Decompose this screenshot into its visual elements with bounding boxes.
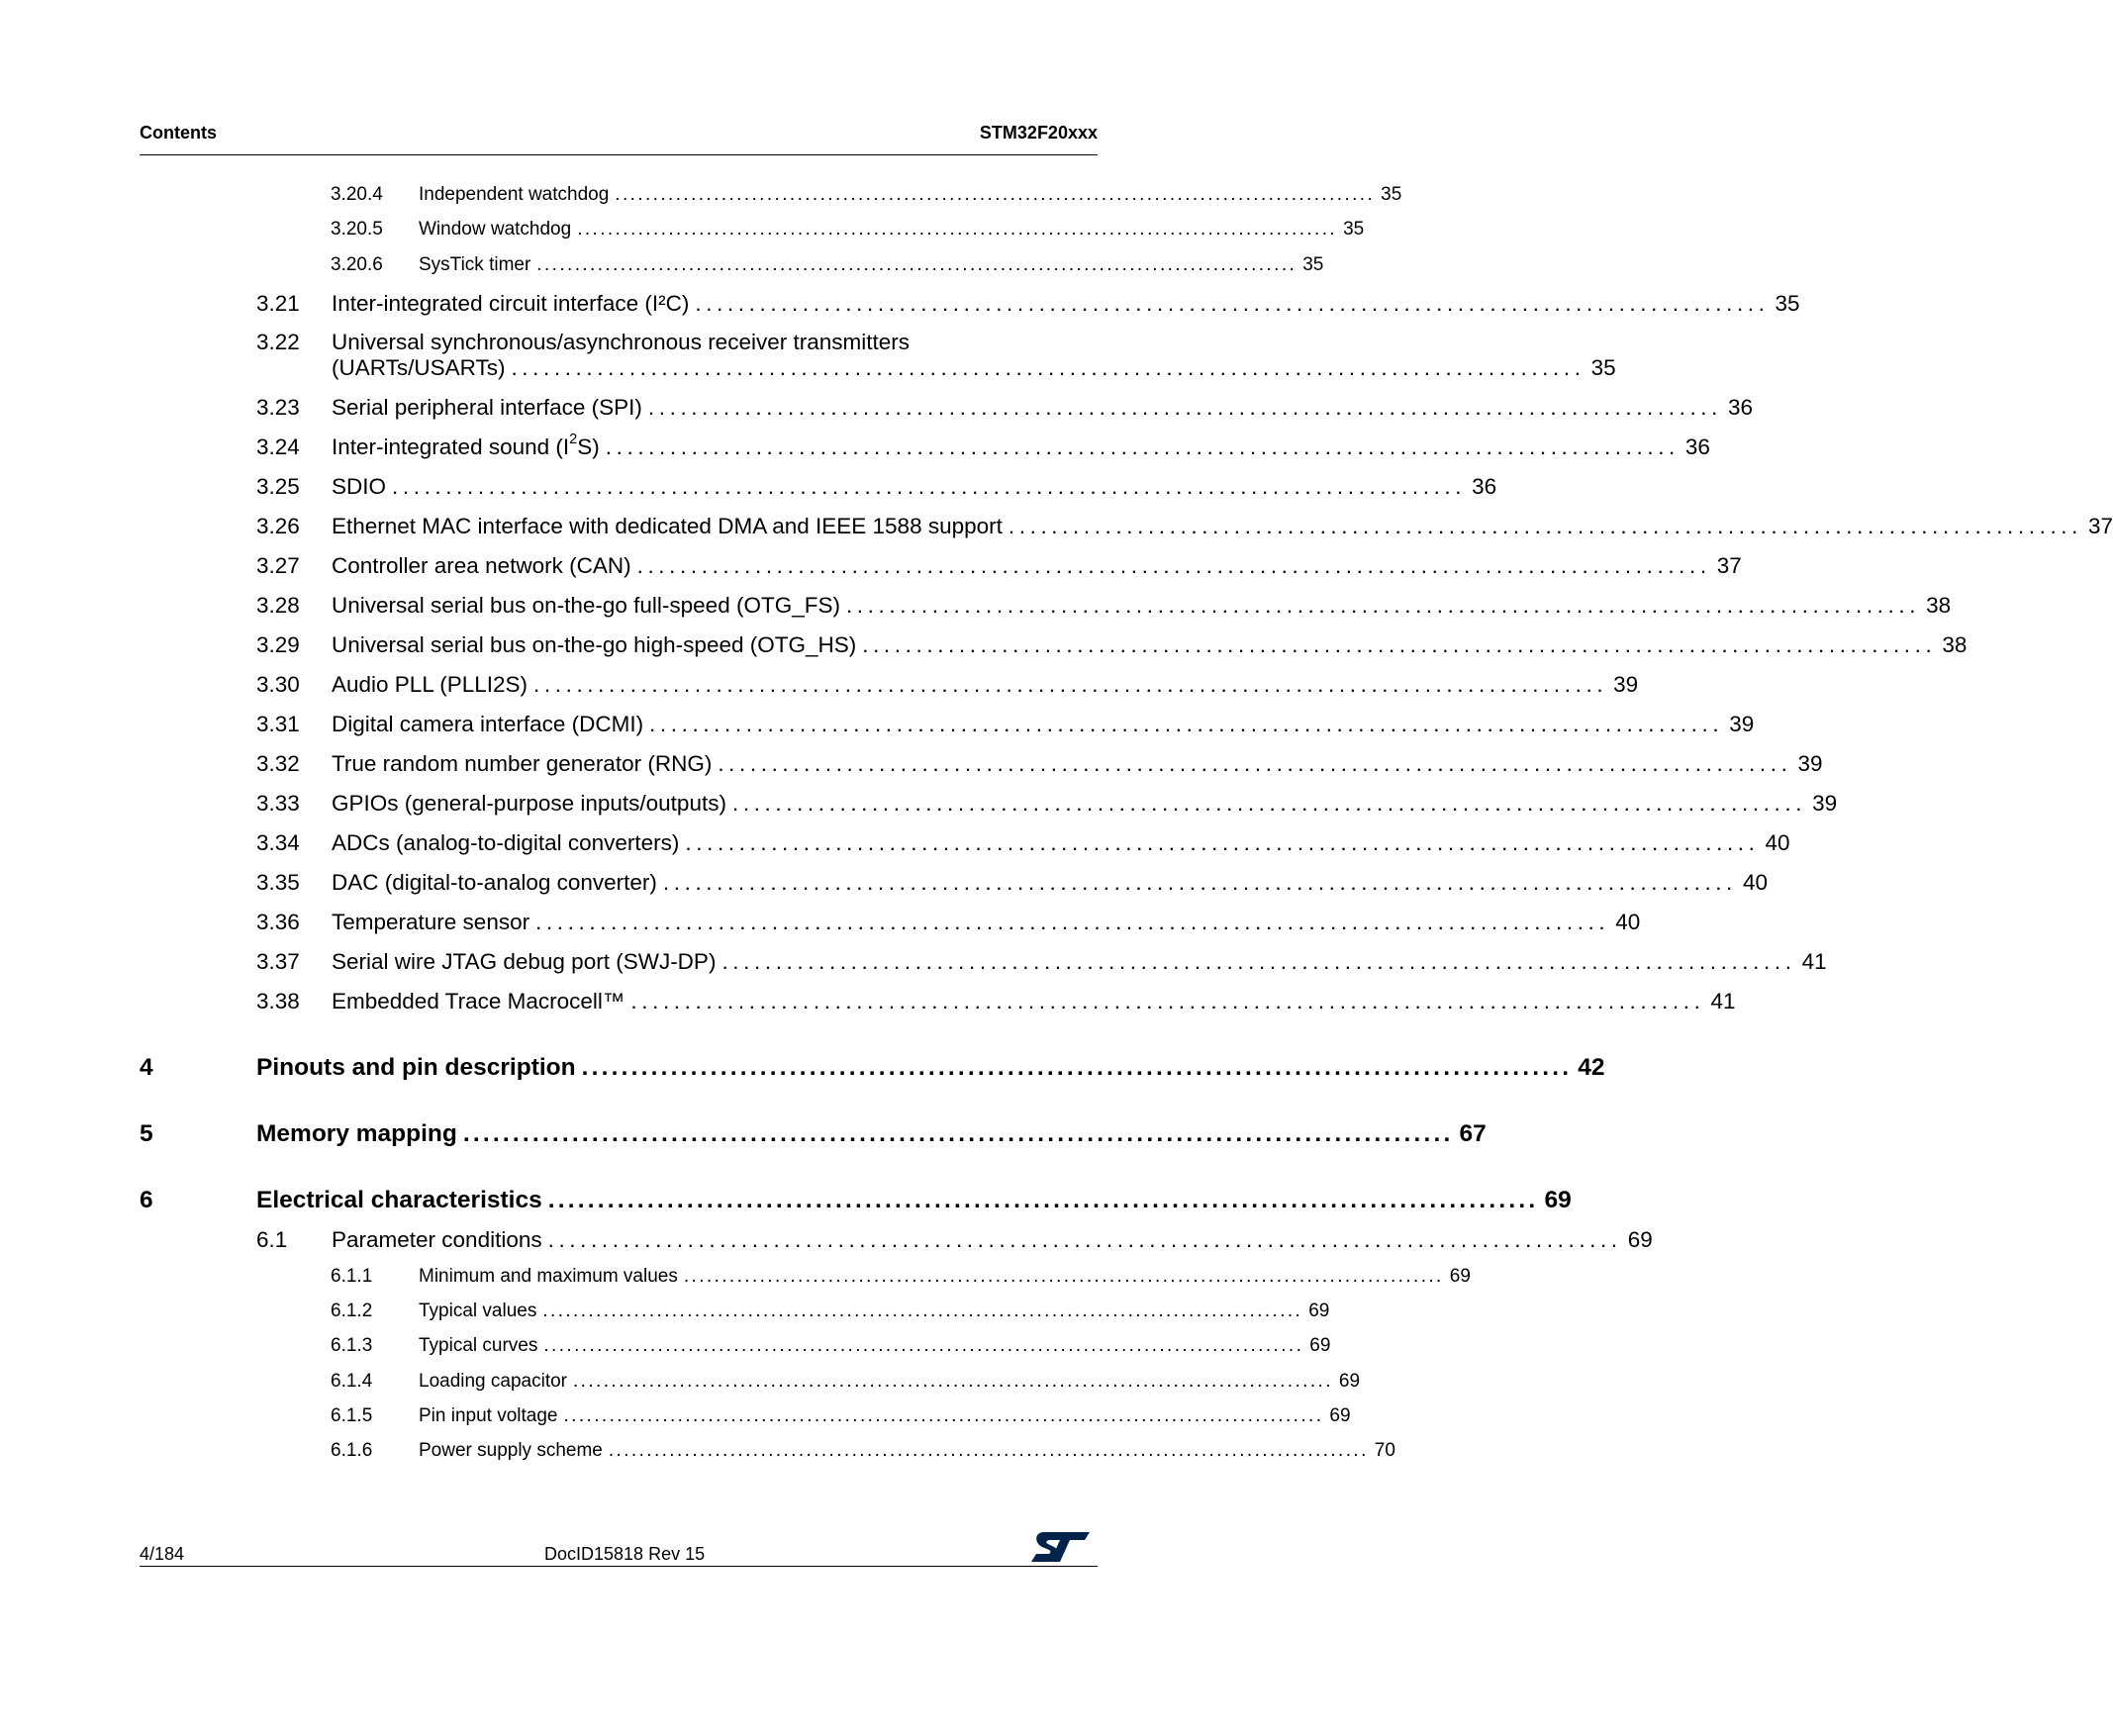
toc-entry-page: 35 bbox=[1775, 291, 1800, 316]
toc-entry-page: 38 bbox=[1942, 632, 1968, 657]
toc-entry-title: Serial wire JTAG debug port (SWJ-DP) bbox=[332, 949, 717, 974]
toc-chapter-title: Memory mapping bbox=[256, 1120, 457, 1147]
toc-entry-title bbox=[332, 434, 600, 460]
dot-leader: .................................................................................................... bbox=[563, 1405, 1324, 1426]
toc-chapter-page: 69 bbox=[1544, 1187, 1572, 1213]
dot-leader: .................................................................................................... bbox=[547, 1187, 1539, 1213]
toc-entry-number: 6.1.5 bbox=[331, 1405, 373, 1426]
toc-entry-number: 3.35 bbox=[256, 870, 300, 895]
toc-entry-title: DAC (digital-to-analog converter) bbox=[332, 870, 657, 895]
toc-entry-page: 69 bbox=[1309, 1335, 1331, 1356]
dot-leader: .................................................................................................... bbox=[662, 870, 1738, 895]
dot-leader: .................................................................................................... bbox=[542, 1301, 1303, 1321]
toc-entry-title: SDIO bbox=[332, 474, 387, 499]
toc-entry-title: Ethernet MAC interface with dedicated DMA and IEEE 1588 support bbox=[332, 514, 1003, 538]
toc-entry[interactable] bbox=[256, 432, 1710, 460]
toc-entry-title: Inter-integrated circuit interface (I²C) bbox=[332, 291, 690, 316]
toc-entry-title: Minimum and maximum values bbox=[419, 1266, 678, 1287]
toc-entry-page: 69 bbox=[1308, 1301, 1330, 1321]
toc-entry[interactable] bbox=[331, 1405, 1351, 1427]
toc-entry-number: 3.25 bbox=[256, 474, 300, 499]
toc-entry[interactable] bbox=[331, 219, 1365, 241]
toc-chapter-page: 67 bbox=[1459, 1120, 1487, 1147]
toc-entry-page: 38 bbox=[1926, 593, 1952, 618]
toc-entry-number: 3.33 bbox=[256, 791, 300, 816]
toc-entry-page: 36 bbox=[1684, 434, 1710, 459]
toc-entry-number: 3.21 bbox=[256, 291, 300, 316]
toc-entry-page: 36 bbox=[1728, 395, 1754, 420]
toc-entry-page: 40 bbox=[1765, 830, 1790, 855]
toc-entry-number: 3.32 bbox=[256, 751, 300, 776]
toc-entry-number: 6.1.1 bbox=[331, 1266, 373, 1287]
toc-entry-number: 6.1.2 bbox=[331, 1301, 373, 1321]
dot-leader: .................................................................................................... bbox=[630, 989, 1705, 1013]
dot-leader: .................................................................................................... bbox=[731, 791, 1807, 816]
toc-chapter-title: Pinouts and pin description bbox=[256, 1054, 576, 1081]
toc-entry-title: Independent watchdog bbox=[419, 184, 610, 205]
toc-entry-title-continued: (UARTs/USARTs) bbox=[332, 355, 506, 380]
toc-entry-number: 3.24 bbox=[256, 434, 300, 459]
toc-entry[interactable] bbox=[256, 632, 1968, 658]
toc-entry-title: ADCs (analog-to-digital converters) bbox=[332, 830, 680, 855]
toc-entry-number: 3.20.5 bbox=[331, 219, 383, 240]
toc-entry-page: 69 bbox=[1338, 1371, 1361, 1392]
toc-entry-page: 39 bbox=[1729, 712, 1755, 736]
toc-entry-page: 35 bbox=[1302, 254, 1324, 275]
footer-doc-id: DocID15818 Rev 15 bbox=[544, 1544, 706, 1564]
footer-page-number: 4/184 bbox=[140, 1544, 185, 1564]
toc-entry-title: GPIOs (general-purpose inputs/outputs) bbox=[332, 791, 726, 816]
dot-leader: .................................................................................................... bbox=[547, 1227, 1622, 1252]
toc-entry-page: 69 bbox=[1329, 1405, 1351, 1426]
dot-leader: .................................................................................................... bbox=[845, 593, 1921, 618]
toc-entry[interactable] bbox=[256, 751, 1823, 777]
dot-leader: .................................................................................................... bbox=[695, 291, 1770, 316]
toc-entry[interactable] bbox=[256, 514, 2113, 539]
toc-entry[interactable] bbox=[256, 553, 1742, 579]
toc-entry-title: Temperature sensor bbox=[332, 910, 530, 934]
toc-entry-page: 35 bbox=[1590, 355, 1616, 380]
toc-chapter[interactable] bbox=[140, 1054, 1605, 1082]
header-section-title: Contents bbox=[140, 123, 217, 143]
toc-entry-title: Serial peripheral interface (SPI) bbox=[332, 395, 642, 420]
dot-leader: .................................................................................................... bbox=[535, 910, 1610, 934]
toc-chapter-number: 5 bbox=[140, 1120, 153, 1147]
toc-chapter[interactable] bbox=[140, 1120, 1487, 1148]
dot-leader: .................................................................................................... bbox=[647, 395, 1723, 420]
dot-leader: .................................................................................................... bbox=[511, 355, 1585, 380]
toc-entry-number: 3.26 bbox=[256, 514, 300, 538]
toc-entry-number: 3.22 bbox=[256, 330, 300, 354]
toc-entry[interactable] bbox=[256, 1227, 1653, 1253]
toc-entry-page: 35 bbox=[1381, 184, 1402, 205]
toc-entry-number: 3.30 bbox=[256, 672, 300, 697]
toc-entry-number: 3.27 bbox=[256, 553, 300, 578]
toc-entry-page: 39 bbox=[1797, 751, 1823, 776]
toc-entry-title: Pin input voltage bbox=[419, 1405, 558, 1426]
toc-entry-page: 35 bbox=[1343, 219, 1365, 240]
toc-entry-page: 36 bbox=[1472, 474, 1497, 499]
toc-entry-number: 6.1 bbox=[256, 1227, 288, 1252]
toc-chapter-number: 6 bbox=[140, 1187, 153, 1213]
toc-entry[interactable] bbox=[256, 291, 1800, 317]
toc-entry-page: 41 bbox=[1710, 989, 1736, 1013]
toc-entry-number: 3.37 bbox=[256, 949, 300, 974]
dot-leader: .................................................................................................... bbox=[573, 1371, 1333, 1392]
page-header bbox=[140, 119, 1098, 155]
toc-entry[interactable] bbox=[256, 910, 1641, 935]
toc-entry[interactable] bbox=[256, 395, 1754, 421]
toc-entry-title: Universal serial bus on-the-go full-speed (OTG_FS) bbox=[332, 593, 840, 618]
toc-entry-page: 70 bbox=[1374, 1440, 1395, 1461]
toc-entry-number: 3.20.6 bbox=[331, 254, 383, 275]
toc-entry-number: 6.1.3 bbox=[331, 1335, 373, 1356]
dot-leader: .................................................................................................... bbox=[392, 474, 1467, 499]
toc-entry-title: Parameter conditions bbox=[332, 1227, 542, 1252]
toc-entry-title: Loading capacitor bbox=[419, 1371, 567, 1392]
toc-entry-number: 3.36 bbox=[256, 910, 300, 934]
toc-entry-title: Universal synchronous/asynchronous receiver transmitters bbox=[332, 330, 910, 354]
toc-entry[interactable] bbox=[331, 1440, 1395, 1462]
toc-entry-number: 3.23 bbox=[256, 395, 300, 420]
dot-leader: .................................................................................................... bbox=[718, 751, 1792, 776]
toc-entry[interactable] bbox=[256, 672, 1639, 698]
toc-entry-number: 6.1.4 bbox=[331, 1371, 373, 1392]
superscript: 2 bbox=[569, 432, 578, 448]
toc-entry[interactable] bbox=[256, 949, 1827, 975]
dot-leader: .................................................................................................... bbox=[536, 254, 1297, 275]
dot-leader: .................................................................................................... bbox=[543, 1335, 1304, 1356]
toc-entry-page: 37 bbox=[2088, 514, 2113, 538]
toc-entry-page: 39 bbox=[1613, 672, 1639, 697]
toc-entry-title: Window watchdog bbox=[419, 219, 572, 240]
header-product-name: STM32F20xxx bbox=[979, 123, 1098, 143]
toc-chapter-page: 42 bbox=[1578, 1054, 1605, 1081]
toc-entry[interactable] bbox=[331, 184, 1402, 206]
toc-entry-page: 37 bbox=[1716, 553, 1742, 578]
toc-entry-number: 3.20.4 bbox=[331, 184, 383, 205]
toc-entry-number: 3.38 bbox=[256, 989, 300, 1013]
toc-entry-title: Controller area network (CAN) bbox=[332, 553, 631, 578]
dot-leader: .................................................................................................... bbox=[577, 219, 1338, 240]
toc-entry-title: Typical curves bbox=[419, 1335, 538, 1356]
toc-chapter-number: 4 bbox=[140, 1054, 153, 1081]
toc-entry[interactable] bbox=[256, 989, 1736, 1014]
toc-entry-title: Digital camera interface (DCMI) bbox=[332, 712, 644, 736]
toc-entry-title: Power supply scheme bbox=[419, 1440, 603, 1461]
dot-leader: .................................................................................................... bbox=[605, 434, 1680, 459]
dot-leader: .................................................................................................... bbox=[1008, 514, 2083, 538]
toc-entry-title: Embedded Trace Macrocell™ bbox=[332, 989, 625, 1013]
dot-leader: .................................................................................................... bbox=[683, 1266, 1444, 1287]
toc-entry[interactable] bbox=[256, 593, 1952, 619]
page-footer bbox=[140, 1524, 1098, 1567]
toc-entry-page: 39 bbox=[1812, 791, 1838, 816]
toc-entry-page: 40 bbox=[1743, 870, 1769, 895]
toc-entry-page: 40 bbox=[1615, 910, 1641, 934]
toc-entry[interactable] bbox=[256, 474, 1497, 500]
toc-entry[interactable] bbox=[331, 1335, 1331, 1357]
toc-entry-title-part: S) bbox=[577, 434, 600, 459]
toc-entry[interactable] bbox=[331, 1371, 1361, 1393]
dot-leader: .................................................................................................... bbox=[685, 830, 1760, 855]
toc-entry-title: SysTick timer bbox=[419, 254, 531, 275]
toc-chapter[interactable] bbox=[140, 1187, 1572, 1214]
dot-leader: .................................................................................................... bbox=[581, 1054, 1573, 1081]
st-logo-icon bbox=[1030, 1530, 1092, 1564]
toc-entry-title: Audio PLL (PLLI2S) bbox=[332, 672, 528, 697]
toc-entry-number: 3.28 bbox=[256, 593, 300, 618]
toc-entry[interactable] bbox=[256, 870, 1769, 896]
toc-entry-first-line[interactable] bbox=[256, 330, 910, 355]
dot-leader: .................................................................................................... bbox=[608, 1440, 1369, 1461]
dot-leader: .................................................................................................... bbox=[649, 712, 1724, 736]
toc-entry[interactable] bbox=[331, 254, 1324, 276]
toc-entry-number: 3.34 bbox=[256, 830, 300, 855]
toc-entry[interactable] bbox=[331, 1266, 1471, 1288]
toc-entry-title: Typical values bbox=[419, 1301, 537, 1321]
dot-leader: .................................................................................................... bbox=[862, 632, 1937, 657]
toc-entry[interactable] bbox=[256, 712, 1755, 737]
toc-entry-page: 41 bbox=[1801, 949, 1827, 974]
dot-leader: .................................................................................................... bbox=[636, 553, 1711, 578]
dot-leader: .................................................................................................... bbox=[462, 1120, 1454, 1147]
toc-entry-title: Universal serial bus on-the-go high-speed (OTG_HS) bbox=[332, 632, 857, 657]
toc-chapter-title: Electrical characteristics bbox=[256, 1187, 542, 1213]
dot-leader: .................................................................................................... bbox=[615, 184, 1376, 205]
toc-entry[interactable] bbox=[331, 1301, 1330, 1322]
dot-leader: .................................................................................................... bbox=[721, 949, 1796, 974]
toc-entry-page: 69 bbox=[1449, 1266, 1471, 1287]
toc-entry[interactable] bbox=[256, 791, 1838, 817]
toc-entry-number: 3.31 bbox=[256, 712, 300, 736]
toc-entry-title-part: Inter-integrated sound (I bbox=[332, 434, 570, 459]
toc-entry-title: True random number generator (RNG) bbox=[332, 751, 713, 776]
toc-entry[interactable] bbox=[332, 355, 1616, 381]
dot-leader: .................................................................................................... bbox=[533, 672, 1608, 697]
toc-entry-page: 69 bbox=[1627, 1227, 1653, 1252]
toc-entry[interactable] bbox=[256, 830, 1790, 856]
toc-entry-number: 3.29 bbox=[256, 632, 300, 657]
toc-entry-number: 6.1.6 bbox=[331, 1440, 373, 1461]
